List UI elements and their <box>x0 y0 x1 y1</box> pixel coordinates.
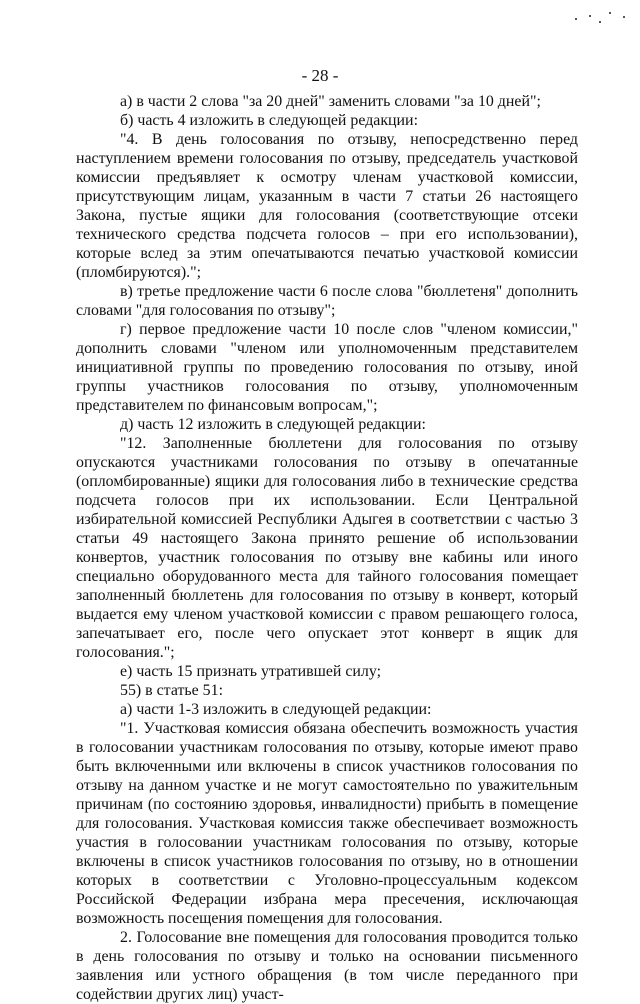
paragraph-part4-text: "4. В день голосования по отзыву, непосредственно перед наступлением времени голосования по отзыву, председатель участковой комиссии предъявляет к осмотру членам участковой комиссии, присутствующим лицам, указанным в части 7 статьи 26 настоящего Закона, пустые ящики для голосования (соответствующие отсеки технического средства подсчета голосов – при его использовании), которые вслед за этим опечатываются печатью участковой комиссии (пломбируются)."; <box>76 131 578 281</box>
paragraph-e-part15: е) часть 15 признать утратившей силу; <box>120 663 382 680</box>
paragraph-part12-text: "12. Заполненные бюллетени для голосования по отзыву опускаются участниками голосования по отзыву в опечатанные (опломбированные) ящики для голосования либо в технические средства подсчета голосов при их использовании. Если Центральной избирательной комиссией Республики Адыгея в соответствии с частью 3 статьи 49 настоящего Закона принято решение об использовании конвертов, участник голосования по отзыву вне кабины или иного специально оборудованного места для тайного голосования помещает заполненный бюллетень для голосования по отзыву в конверт, который выдается ему членом участковой комиссии с правом решающего голоса, запечатывает его, после чего опускает этот конверт в ящик для голосования."; <box>76 435 578 661</box>
paragraph-part1-text: "1. Участковая комиссия обязана обеспечить возможность участия в голосовании участникам голосования по отзыву, которые имеют право быть включенными или включены в список участников голосования по отзыву на данном участке и не могут самостоятельно по уважительным причинам (по состоянию здоровья, инвалидности) прибыть в помещение для голосования. Участковая комиссия также обеспечивает возможность участия в голосовании участникам голосования по отзыву, которые включены в список участников голосования по отзыву, но в отношении которых в соответствии с Уголовно-процессуальным кодексом Российской Федерации избрана мера пресечения, исключающая возможность посещения помещения для голосования. <box>76 720 578 927</box>
paragraph-a-part2: а) в части 2 слова "за 20 дней" заменить словами "за 10 дней"; <box>120 93 541 110</box>
page-number: - 28 - <box>301 66 339 85</box>
paragraph-b-part4: б) часть 4 изложить в следующей редакции: <box>120 112 418 129</box>
paragraph-v-part6: в) третье предложение части 6 после слова "бюллетеня" дополнить словами "для голосования по отзыву"; <box>76 283 578 319</box>
paragraph-item-55: 55) в статье 51: <box>120 682 223 699</box>
paragraph-part2-text: 2. Голосование вне помещения для голосования проводится только в день голосования по отзыву и только на основании письменного заявления или устного обращения (в том числе переданного при содействии других лиц) участ- <box>76 929 578 1003</box>
paragraph-g-part10: г) первое предложение части 10 после слов "членом комиссии," дополнить словами "членом или уполномоченным представителем инициативной группы по проведению голосования по отзыву, иной группы участников голосования по отзыву, уполномоченным представителем по финансовым вопросам,"; <box>76 321 578 414</box>
paragraph-a-parts1-3: а) части 1-3 изложить в следующей редакции: <box>120 701 432 718</box>
document-body <box>76 92 578 1004</box>
paragraph-d-part12: д) часть 12 изложить в следующей редакции: <box>120 416 426 433</box>
